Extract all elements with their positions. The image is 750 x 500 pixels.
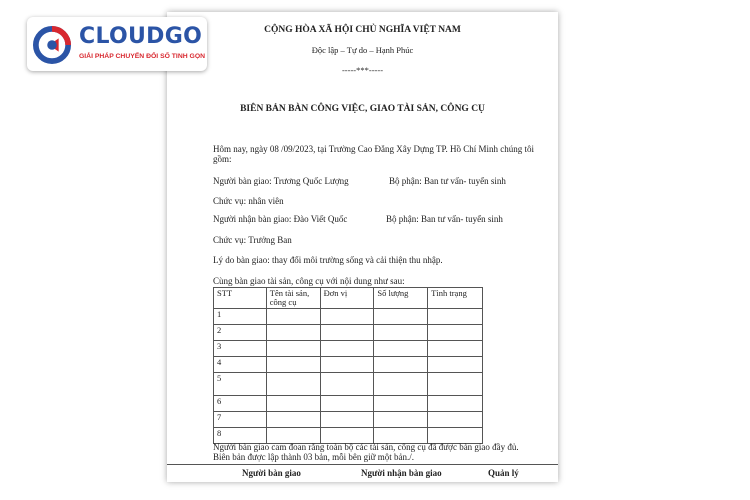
row-number: 2 [214, 325, 267, 341]
commitment-line: Người bàn giao cam đoan rằng toàn bộ các tài sản, công cụ đã được bàn giao đầy đủ. [213, 442, 519, 452]
table-row [214, 325, 483, 341]
national-motto: Độc lập – Tự do – Hạnh Phúc [311, 45, 414, 55]
intro-line: Hôm nay, ngày 08 /09/2023, tại Trường Cao Đẳng Xây Dựng TP. Hồ Chí Minh chúng tôi [213, 144, 535, 154]
row-number: 8 [214, 428, 267, 444]
col-header-condition: Tình trạng [428, 288, 483, 309]
table-row [214, 373, 483, 396]
col-header-asset-name: Tên tài sản, công cụ [266, 288, 320, 309]
signature-giver: Người bàn giao [242, 468, 301, 478]
signature-divider [167, 464, 558, 465]
table-row [214, 396, 483, 412]
document-title: BIÊN BẢN BÀN CÔNG VIỆC, GIAO TÀI SẢN, CÔNG CỤ [240, 104, 485, 114]
row-number: 5 [214, 373, 267, 396]
row-number: 3 [214, 341, 267, 357]
col-header-stt: STT [214, 288, 267, 309]
table-row [214, 341, 483, 357]
copies-note: Biên bản được lập thành 03 bản, mỗi bên giữ một bản./. [213, 452, 414, 462]
cloudgo-logo[interactable] [27, 17, 207, 71]
col-header-quantity: Số lượng [374, 288, 428, 309]
receiver-name: Người nhận bàn giao: Đào Viết Quốc [213, 214, 348, 224]
national-title: CỘNG HÒA XÃ HỘI CHỦ NGHĨA VIỆT NAM [264, 25, 461, 35]
giver-position: Chức vụ: nhân viên [213, 196, 284, 206]
row-number: 1 [214, 309, 267, 325]
signature-row [167, 464, 558, 482]
table-row [214, 309, 483, 325]
row-number: 7 [214, 412, 267, 428]
col-header-unit: Đơn vị [320, 288, 374, 309]
brand-name: CLOUDGO [79, 24, 203, 49]
intro-line: gồm: [213, 154, 232, 164]
signature-receiver: Người nhận bàn giao [361, 468, 442, 478]
table-intro: Cùng bàn giao tài sản, công cụ với nội dung như sau: [213, 276, 405, 286]
cloudgo-logo-icon [33, 26, 71, 64]
table-row [214, 357, 483, 373]
giver-name: Người bàn giao: Trương Quốc Lượng [213, 176, 349, 186]
row-number: 4 [214, 357, 267, 373]
receiver-department: Bộ phận: Ban tư vấn- tuyển sinh [386, 214, 503, 224]
handover-reason: Lý do bàn giao: thay đổi môi trường sống và cải thiện thu nhập. [213, 255, 443, 265]
title-separator: -----***----- [341, 65, 384, 75]
row-number: 6 [214, 396, 267, 412]
giver-department: Bộ phận: Ban tư vấn- tuyển sinh [389, 176, 506, 186]
table-header-row [214, 288, 483, 309]
brand-tagline: GIẢI PHÁP CHUYỂN ĐỔI SỐ TINH GỌN [79, 53, 206, 60]
receiver-position: Chức vụ: Trưởng Ban [213, 235, 292, 245]
handover-document-page [167, 12, 558, 482]
asset-table [213, 287, 483, 444]
table-row [214, 412, 483, 428]
signature-manager: Quản lý [488, 468, 519, 478]
